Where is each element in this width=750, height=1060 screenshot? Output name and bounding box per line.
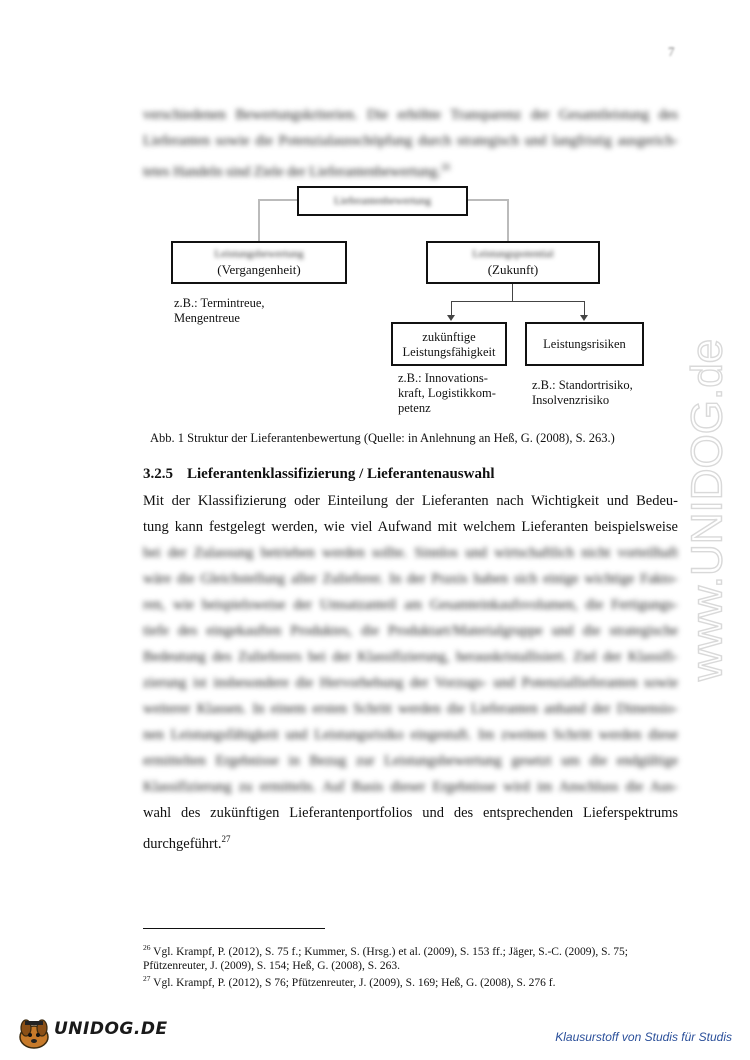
dog-icon — [12, 1015, 56, 1051]
paragraph-line: Bedeutung des Zulieferers bei der Klassifizierung, herauskristallisiert. Ziel der Klassifi- — [143, 649, 678, 665]
diagram-right-box — [426, 241, 600, 284]
section-heading — [143, 466, 495, 483]
paragraph-line: weiterer Klassen. In einem ersten Schritt werden die Lieferanten anhand der Dimensio- — [143, 701, 678, 717]
figure-caption: Abb. 1 Struktur der Lieferantenbewertung (Quelle: in Anlehnung an Heß, G. (2008), S. 263.) — [150, 431, 615, 445]
footnote-27: $^{27}$ Vgl. Krampf, P. (2012), S 76; Pfützenreuter, J. (2009), S. 169; Heß, G. (2008), S. 276 f. — [143, 974, 556, 989]
footnote-divider — [143, 928, 325, 929]
connector — [258, 199, 298, 201]
left-note: z.B.: Termintreue, Mengentreue — [174, 296, 265, 325]
connector — [507, 199, 509, 241]
footnote-26: $^{26}$ Vgl. Krampf, P. (2012), S. 75 f.; Kummer, S. (Hrsg.) et al. (2009), S. 153 ff.; Jäger, S.-C. (2009), S. 75; Pfützenreuter, J. (2009), S. 154; Heß, G. (2008), S. 263. — [143, 943, 628, 972]
paragraph-line: tiefe des eingekauften Produktes, die Produktart/Materialgruppe und die strategische — [143, 623, 678, 639]
unidog-logo — [12, 1015, 168, 1051]
watermark — [660, 300, 750, 720]
connector — [512, 284, 513, 302]
footnote-ref: 27 — [221, 834, 231, 844]
page-number: 7 — [668, 44, 675, 59]
connector — [451, 301, 585, 302]
connector — [258, 199, 260, 241]
paragraph-line: tetes Handeln sind Ziele der Lieferantenbewertung.$^{26}$ — [143, 162, 450, 180]
connector — [467, 199, 509, 201]
top-paragraph — [143, 102, 678, 185]
watermark-text: www.UNIDOG.de — [682, 338, 732, 682]
paragraph-line: zierung ist insbesondere die Hervorhebung der Vorzugs- und Potenziallieferanten sowie — [143, 675, 678, 691]
diagram-child-box-risks: Leistungsrisiken — [525, 322, 644, 366]
paragraph-line: ren, wie beispielsweise der Umsatzanteil am Gesamteinkaufsvolumen, die Fertigungs- — [143, 597, 678, 613]
connector — [451, 301, 452, 315]
connector — [584, 301, 585, 315]
paragraph-line: Lieferanten sowie die Potenzialausschöpfung durch strategisch und langfristig ausgerich- — [143, 133, 678, 149]
logo-text: UNIDOG.DE — [54, 1019, 168, 1039]
paragraph-line: Klassifizierung zu ermitteln. Auf Basis dieser Ergebnisse wird im Anschluss die Aus- — [143, 779, 678, 795]
footnote-ref: 26 — [440, 162, 450, 172]
right-label: Leistungspotential — [472, 248, 554, 260]
paragraph-line: tung kann festgelegt werden, wie viel Aufwand mit welchem Lieferanten beispielsweise — [143, 519, 678, 535]
paragraph-line: ermittelten Ergebnisse in Bezug zur Leistungsbewertung gesetzt um die endgültige — [143, 753, 678, 769]
paragraph-line: verschiedenen Bewertungskriterien. Die erhöhte Transparenz der Gesamtleistung des — [143, 107, 678, 123]
paragraph-line: durchgeführt.$^{27}$ — [143, 834, 231, 852]
right-sublabel: (Zukunft) — [487, 262, 539, 277]
capability-note: z.B.: Innovations- kraft, Logistikkom- petenz — [398, 371, 496, 415]
footer-tagline: Klausurstoff von Studis für Studis — [555, 1030, 732, 1044]
section-number: 3.2.5 — [143, 466, 173, 482]
diagram-left-box — [171, 241, 347, 284]
left-label: Leistungsbewertung — [214, 248, 304, 260]
left-sublabel: (Vergangenheit) — [217, 262, 301, 277]
paragraph-line: nen Leistungsfähigkeit und Leistungsrisiko eingestuft. Im zweiten Schritt werden diese — [143, 727, 678, 743]
paragraph-line: Mit der Klassifizierung oder Einteilung der Lieferanten nach Wichtigkeit und Bedeu- — [143, 493, 678, 509]
arrow-down-icon — [447, 315, 455, 321]
section-title: Lieferantenklassifizierung / Lieferantenauswahl — [187, 466, 495, 482]
risks-note: z.B.: Standortrisiko, Insolvenzrisiko — [532, 378, 633, 407]
paragraph-line: wahl des zukünftigen Lieferantenportfolios und des entsprechenden Lieferspektrums — [143, 805, 678, 821]
arrow-down-icon — [580, 315, 588, 321]
diagram-child-box-capability: zukünftige Leistungsfähigkeit — [391, 322, 507, 366]
paragraph-line: bei der Zulassung betrieben werden sollte. Sinnlos und wirtschaftlich nicht vorteilhaft — [143, 545, 678, 561]
paragraph-line: wäre die Gleichstellung aller Zulieferer. In der Praxis haben sich einige wichtige Fakto- — [143, 571, 678, 587]
diagram-root-box — [297, 186, 468, 216]
body-paragraph — [143, 488, 678, 857]
root-label: Lieferantenbewertung — [333, 195, 432, 207]
